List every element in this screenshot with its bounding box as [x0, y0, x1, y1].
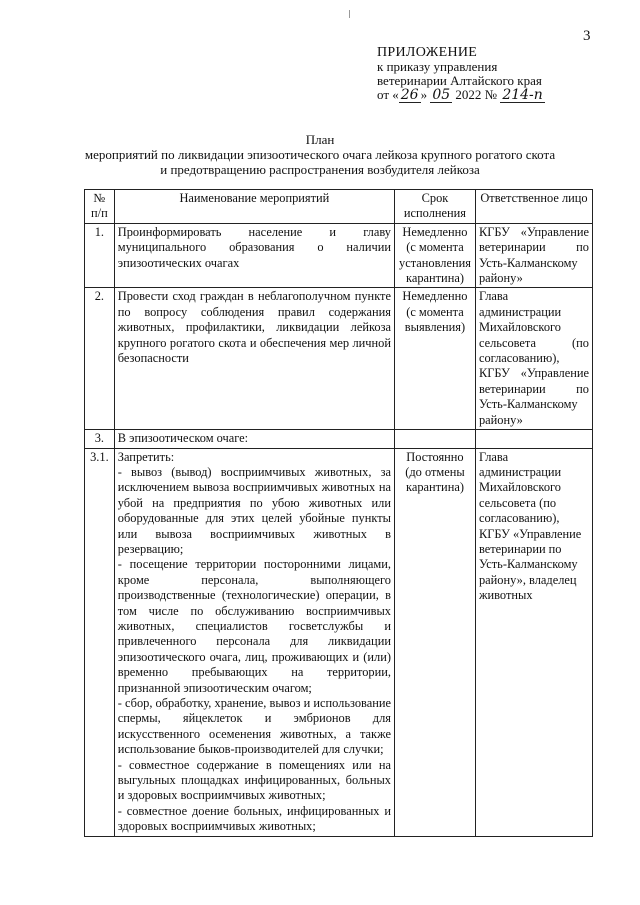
appendix-block — [377, 46, 545, 103]
appendix-title: ПРИЛОЖЕНИЕ — [377, 45, 478, 60]
row-measure-list — [114, 448, 394, 836]
date-prefix: от « — [377, 87, 399, 102]
handwritten-day: 26 — [400, 87, 419, 103]
appendix-line-1: к приказу управления — [377, 59, 498, 74]
header-responsible: Ответственное лицо — [475, 190, 592, 224]
measures-table — [84, 189, 593, 837]
plan-title: План — [305, 132, 335, 147]
measure-item: - сбор, обработку, хранение, вывоз и использование спермы, яйцеклеток и эмбрионов для искусственного осеменения животных, а также использование быков-производителей для случки; — [117, 696, 391, 757]
date-mid: » — [420, 87, 428, 102]
row-responsible: Глава администрации Михайловского сельсовета (по согласованию), КГБУ «Управление ветеринарии по Усть-Калманскому району», владелец животных — [475, 448, 592, 836]
row-term: Постоянно (до отмены карантина) — [394, 448, 475, 836]
row-num: 3. — [85, 430, 115, 448]
handwritten-number: 214-п — [502, 87, 543, 103]
measure-item: - совместное доение больных, инфицированных и здоровых восприимчивых животных; — [117, 803, 391, 834]
row-measure: В эпизоотическом очаге: — [114, 430, 394, 448]
plan-subtitle-line-1: мероприятий по ликвидации эпизоотического очага лейкоза крупного рогатого скота — [84, 147, 556, 162]
header-num: № п/п — [85, 190, 115, 224]
appendix-date-line — [377, 88, 545, 103]
row-term: Немедленно (с момента выявления) — [394, 288, 475, 430]
table-row — [85, 288, 593, 430]
row-term — [394, 430, 475, 448]
date-year-no: 2022 № — [455, 87, 498, 102]
row-num: 1. — [85, 223, 115, 288]
measure-item: - вывоз (вывод) восприимчивых животных, за исключением вывоза восприимчивых животных на убой на предприятия по убою животных или оборудованные для этих целей убойные пункты или вывоза восприимчивых животных в резервацию; — [117, 464, 391, 556]
header-term: Срок исполнения — [394, 190, 475, 224]
appendix-line-2: ветеринарии Алтайского края — [377, 73, 542, 88]
table-header-row — [85, 190, 593, 224]
page-number: 3 — [583, 28, 591, 44]
row-measure: Проинформировать население и главу муниципального образования о наличии эпизоотических очагах — [114, 223, 394, 288]
plan-subtitle-line-2: и предотвращению распространения возбудителя лейкоза — [160, 162, 480, 177]
row-measure: Провести сход граждан в неблагополучном пункте по вопросу соблюдения правил содержания животных, профилактики, ликвидации лейкоза крупного рогатого скота и обеспечения мер личной безопасности — [114, 288, 394, 430]
handwritten-month: 05 — [432, 87, 451, 103]
row-num: 2. — [85, 288, 115, 430]
table-row — [85, 448, 593, 836]
measure-item: - совместное содержание в помещениях или на выгульных площадках инфицированных, больных и здоровых восприимчивых животных; — [117, 757, 391, 803]
row-responsible: Глава администрации Михайловского сельсовета (по согласованию), КГБУ «Управление ветеринарии по Усть-Калманскому району» — [475, 288, 592, 430]
plan-subtitle — [70, 147, 570, 177]
header-name: Наименование мероприятий — [114, 190, 394, 224]
table-row — [85, 430, 593, 448]
row-num: 3.1. — [85, 448, 115, 836]
row-responsible: КГБУ «Управление ветеринарии по Усть-Калманскому району» — [475, 223, 592, 288]
row-term: Немедленно (с момента установления карантина) — [394, 223, 475, 288]
measure-item: - посещение территории посторонними лицами, кроме персонала, выполняющего производственные (технологические) операции, в том числе по обслуживанию восприимчивых животных, специалистов госветслужбы и привлеченного персонала для ликвидации эпизоотического очага, лиц, проживающих и (или) временно пребывающих на территории, признанной эпизоотическим очагом; — [117, 557, 391, 695]
table-row — [85, 223, 593, 288]
scan-mark — [349, 10, 350, 18]
measure-item: Запретить: — [117, 449, 175, 464]
row-responsible — [475, 430, 592, 448]
